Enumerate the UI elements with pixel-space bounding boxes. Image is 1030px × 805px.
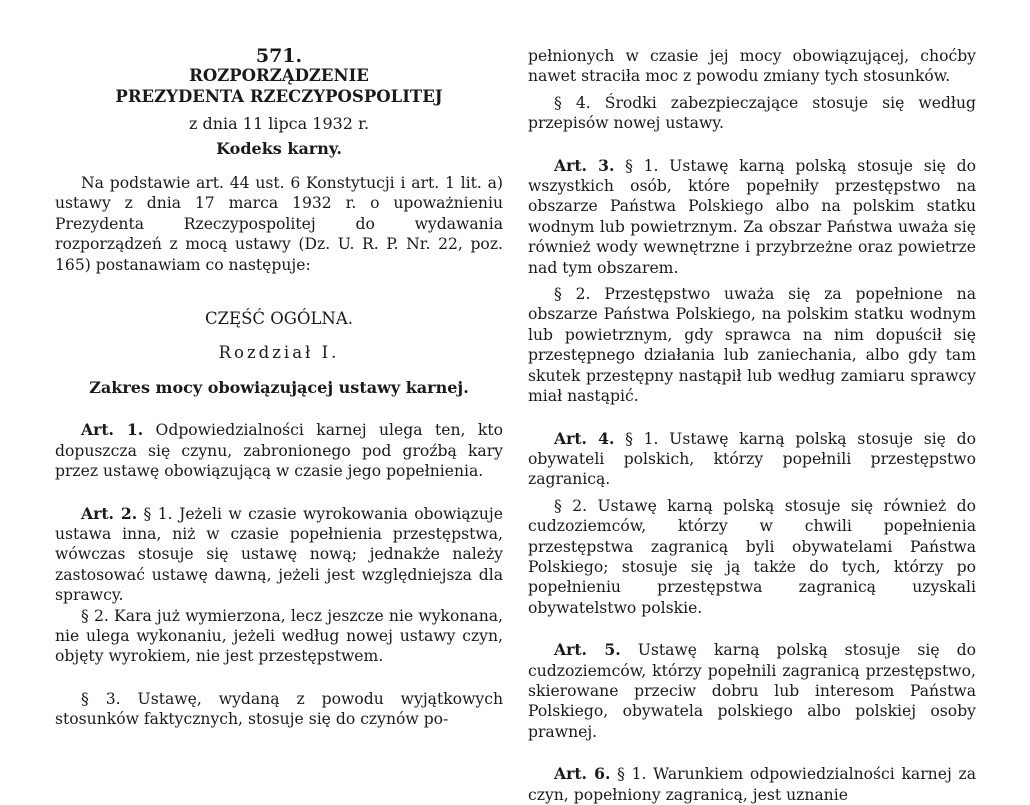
article-6-text: § 1. Warunkiem odpowiedzialności karnej za czyn, popełniony zagranicą, jest uznanie [528,765,976,804]
article-1 [55,420,503,481]
article-3-label: Art. 3. [554,155,615,175]
chapter-heading: Rozdział I. [218,343,340,363]
article-5 [528,640,976,742]
article-4-para-1-text: § 1. Ustawę karną polską stosuje się do obywateli polskich, którzy popełnili przestępstwo zagranicą. [528,429,976,489]
part-heading: CZĘŚĆ OGÓLNA. [204,309,354,329]
right-column [528,46,976,805]
article-2-para-3: § 3. Ustawę, wydaną z powodu wyjątkowych stosunków faktycznych, stosuje się do czynów po- [55,689,503,729]
regulation-title-line2: PREZYDENTA RZECZYPOSPOLITEJ [115,86,443,106]
article-1-label: Art. 1. [81,420,144,440]
code-title: Kodeks karny. [216,138,342,158]
article-5-text: Ustawę karną polską stosuje się do cudzoziemców, którzy popełnili zagranicą przestępstwo, skierowane przeciw dobru lub interesom Państwa Polskiego, obywatela polskiego albo polskiej osoby prawnej. [528,641,976,741]
article-3-para-2: § 2. Przestępstwo uważa się za popełnione na obszarze Państwa Polskiego, na polskim statku wodnym lub powietrznym, gdy sprawca na nim dopuścił się przestępnego działania lub zaniechania, albo gdy tam skutek przestępny nastąpił lub według zamiaru sprawcy miał nastąpić. [528,285,976,406]
article-2-para-2: § 2. Kara już wymierzona, lecz jeszcze nie wykonana, nie ulega wykonaniu, jeżeli według nowej ustawy czyn, objęty wyrokiem, nie jest przestępstwem. [55,606,503,666]
regulation-number: 571. [255,45,303,67]
article-1-text: Odpowiedzialności karnej ulega ten, kto dopuszcza się czynu, zabronionego pod groźbą kary przez ustawę obowiązującą w czasie jego popełnienia. [55,421,503,481]
article-4-para-1 [528,429,976,490]
paragraph-4: § 4. Środki zabezpieczające stosuje się według przepisów nowej ustawy. [528,93,976,133]
article-5-label: Art. 5. [554,640,621,660]
article-3-para-1 [528,156,976,278]
article-4-para-2: § 2. Ustawę karną polską stosuje się również do cudzoziemców, którzy w chwili popełnienia przestępstwa zagranicą byli obywatelami Państwa Polskiego; stosuje się ją także do tych, którzy po popełnieniu przestępstwa zagranicą uzyskali obywatelstwo polskie. [528,496,976,617]
regulation-date: z dnia 11 lipca 1932 r. [188,114,370,134]
article-4-label: Art. 4. [554,428,615,448]
regulation-title-line1: ROZPORZĄDZENIE [189,66,369,86]
left-column [55,40,503,730]
preamble-paragraph: Na podstawie art. 44 ust. 6 Konstytucji i art. 1 lit. a) ustawy z dnia 17 marca 1932 r. o upoważnieniu Prezydenta Rzeczypospolitej do wydawania rozporządzeń z mocą ustawy (Dz. U. R. P. Nr. 22, poz. 165) postanawiam co następuje: [55,174,503,274]
article-6-label: Art. 6. [554,764,611,784]
article-3-para-1-text: § 1. Ustawę karną polską stosuje się do wszystkich osób, które popełniły przestępstwo na obszarze Państwa Polskiego albo na polskim statku wodnym lub powietrznym. Za obszar Państwa uważa się również wody wewnętrzne i przybrzeżne oraz powietrze nad tym obszarem. [528,156,976,277]
article-2-label: Art. 2. [81,503,138,523]
chapter-title: Zakres mocy obowiązującej ustawy karnej. [89,377,469,397]
article-6 [528,764,976,805]
article-2-para-1-text: § 1. Jeżeli w czasie wyrokowania obowiązuje ustawa inna, niż w czasie popełnienia przestępstwa, wówczas stosuje się ustawę nową; jednakże należy zastosować ustawę dawną, jeżeli jest względniejsza dla sprawcy. [55,504,503,605]
continued-paragraph: pełnionych w czasie jej mocy obowiązującej, choćby nawet straciła moc z powodu zmiany tych stosunków. [528,47,976,86]
article-2-para-1 [55,504,503,606]
